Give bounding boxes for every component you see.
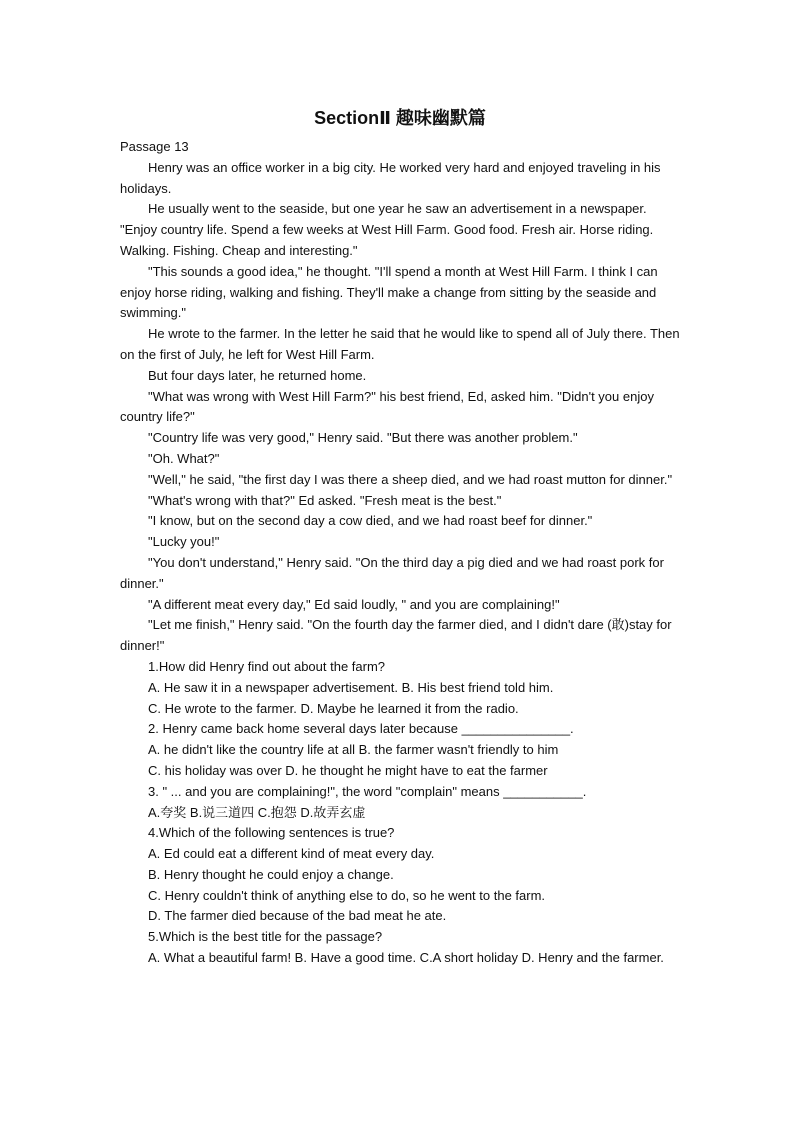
- document-page: [120, 104, 680, 969]
- question-line: 1.How did Henry find out about the farm?: [148, 658, 386, 674]
- paragraph: "Lucky you!": [148, 534, 220, 550]
- question-line: 2. Henry came back home several days later because _______________.: [148, 721, 574, 737]
- question-options-last: A. What a beautiful farm! B. Have a good time. C.A short holiday D. Henry and the farmer.: [148, 950, 664, 966]
- question-line: C. Henry couldn't think of anything else to do, so he went to the farm.: [148, 887, 546, 903]
- question-line: A. He saw it in a newspaper advertisement. B. His best friend told him.: [148, 679, 554, 695]
- question-line: A. he didn't like the country life at all B. the farmer wasn't friendly to him: [148, 742, 559, 758]
- paragraph: "Oh. What?": [148, 450, 220, 466]
- paragraph: But four days later, he returned home.: [148, 367, 367, 383]
- question-line: C. his holiday was over D. he thought he might have to eat the farmer: [148, 762, 548, 778]
- section-title: SectionⅡ 趣味幽默篇: [314, 108, 486, 128]
- question-line: C. He wrote to the farmer. D. Maybe he learned it from the radio.: [148, 700, 519, 716]
- paragraph: "Well," he said, "the first day I was there a sheep died, and we had roast mutton for dinner.": [148, 471, 673, 487]
- paragraph: He wrote to the farmer. In the letter he said that he would like to spend all of July there. Then on the first of July, he left for West Hill Farm.: [120, 326, 680, 362]
- paragraph: He usually went to the seaside, but one year he saw an advertisement in a newspaper. "Enjoy country life. Spend a few weeks at West Hill Farm. Good food. Fresh air. Horse riding. Walking. Fishing. Cheap and interesting.": [120, 201, 654, 258]
- paragraph: "I know, but on the second day a cow died, and we had roast beef for dinner.": [148, 513, 593, 529]
- question-line: 4.Which of the following sentences is true?: [148, 825, 395, 841]
- question-line: D. The farmer died because of the bad meat he ate.: [148, 908, 447, 924]
- paragraph: "You don't understand," Henry said. "On the third day a pig died and we had roast pork for dinner.": [120, 554, 664, 591]
- question-line: 3. " ... and you are complaining!", the word "complain" means ___________.: [148, 783, 587, 799]
- paragraph: "What's wrong with that?" Ed asked. "Fresh meat is the best.": [148, 492, 502, 508]
- paragraph: "Let me finish," Henry said. "On the fourth day the farmer died, and I didn't dare (敢)stay for dinner!": [120, 617, 672, 654]
- paragraph: "Country life was very good," Henry said. "But there was another problem.": [148, 430, 578, 446]
- question-line: A.夸奖 B.说三道四 C.抱怨 D.故弄玄虚: [148, 804, 366, 820]
- paragraph: "What was wrong with West Hill Farm?" his best friend, Ed, asked him. "Didn't you enjoy country life?": [120, 388, 654, 425]
- paragraph: "This sounds a good idea," he thought. "I'll spend a month at West Hill Farm. I think I can enjoy horse riding, walking and fishing. They'll make a change from sitting by the seaside and swimming.": [120, 263, 658, 321]
- paragraph: "A different meat every day," Ed said loudly, " and you are complaining!": [148, 596, 560, 612]
- passage-label: Passage 13: [120, 139, 189, 154]
- question-line: A. Ed could eat a different kind of meat every day.: [148, 846, 435, 862]
- question-line: B. Henry thought he could enjoy a change.: [148, 866, 394, 882]
- question-line: 5.Which is the best title for the passage?: [148, 929, 383, 945]
- paragraph: Henry was an office worker in a big city. He worked very hard and enjoyed traveling in his holidays.: [120, 159, 661, 196]
